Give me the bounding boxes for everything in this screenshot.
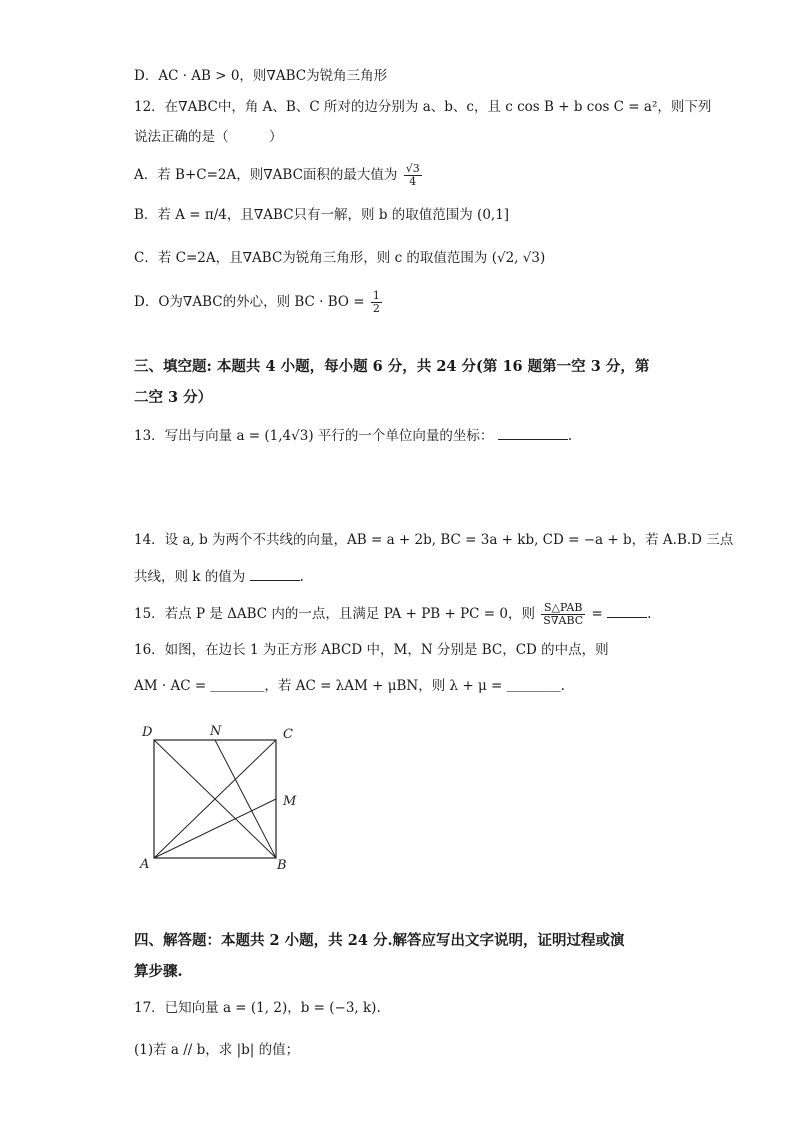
bo-fraction-den: 2 bbox=[372, 302, 380, 315]
square-figure bbox=[136, 720, 306, 870]
bo-fraction bbox=[371, 290, 382, 315]
q16-cont: AM · AC = ＿＿＿＿，若 AC = λAM + μBN，则 λ + μ = ＿＿＿＿. bbox=[134, 678, 565, 694]
q12-stem: 12．在∇ABC中，角 A、B、C 所对的边分别为 a、b、c，且 c cos B + b cos C = a²，则下列 bbox=[134, 99, 712, 115]
ratio-fraction bbox=[541, 602, 585, 627]
label-d: D bbox=[142, 725, 153, 740]
q17: 17．已知向量 a = (1, 2)，b = (−3, k). bbox=[134, 1000, 381, 1016]
label-a: A bbox=[140, 857, 150, 870]
q12-option-c: C．若 C=2A，且∇ABC为锐角三角形，则 c 的取值范围为 (√2, √3) bbox=[134, 250, 546, 266]
segment-am bbox=[154, 799, 276, 858]
q11-option-d: D．AC · AB > 0，则∇ABC为锐角三角形 bbox=[134, 68, 388, 84]
q15-answer-blank bbox=[607, 603, 647, 618]
q14-cont-text: 共线，则 k 的值为 bbox=[134, 569, 246, 585]
section-4-heading: 四、解答题：本题共 2 小题，共 24 分.解答应写出文字说明，证明过程或演 bbox=[134, 932, 625, 949]
q12-option-b: B．若 A = π/4，且∇ABC只有一解，则 b 的取值范围为 (0,1] bbox=[134, 207, 510, 223]
area-fraction-num: √3 bbox=[405, 162, 420, 175]
q12-option-a bbox=[134, 163, 674, 188]
q12-stem-cont: 说法正确的是（ ） bbox=[134, 129, 283, 145]
q13-answer-blank bbox=[498, 425, 568, 440]
label-n: N bbox=[210, 724, 222, 739]
q14-answer-blank bbox=[250, 566, 300, 581]
q13: 13．写出与向量 a = (1,4√3) 平行的一个单位向量的坐标： . bbox=[134, 425, 674, 446]
q14: 14．设 a, b 为两个不共线的向量，AB = a + 2b, BC = 3a + kb, CD = −a + b，若 A.B.D 三点 bbox=[134, 532, 734, 548]
bo-fraction-num: 1 bbox=[372, 289, 380, 302]
ratio-fraction-num: S△PAB bbox=[541, 602, 585, 615]
section-4-heading-cont: 算步骤. bbox=[134, 963, 183, 980]
section-3-heading: 三、填空题: 本题共 4 小题，每小题 6 分，共 24 分(第 16 题第一空 3 分，第 bbox=[134, 358, 650, 375]
q15: 15．若点 P 是 ΔABC 内的一点，且满足 PA + PB + PC = 0，则 $\frac{\text{S△PAB}}{\text{S∇ABC}}$ = . bbox=[134, 601, 652, 627]
ratio-fraction-den: S∇ABC bbox=[543, 614, 584, 627]
label-b: B bbox=[277, 858, 287, 870]
section-3-heading-cont: 二空 3 分） bbox=[134, 389, 213, 406]
label-c: C bbox=[283, 727, 293, 742]
area-fraction-den: 4 bbox=[409, 175, 417, 188]
q12-option-d-text: D．O为∇ABC的外心，则 BC · BO = bbox=[134, 294, 365, 310]
area-fraction bbox=[404, 163, 422, 188]
q17-part1: (1)若 a // b，求 |b| 的值； bbox=[134, 1042, 300, 1058]
q14-cont: 共线，则 k 的值为 . bbox=[134, 566, 674, 587]
q13-text: 13．写出与向量 a = (1,4√3) 平行的一个单位向量的坐标： bbox=[134, 428, 494, 444]
label-m: M bbox=[283, 794, 297, 809]
q15-text: 15．若点 P 是 ΔABC 内的一点，且满足 PA + PB + PC = 0，则 bbox=[134, 606, 535, 622]
q16: 16．如图，在边长 1 为正方形 ABCD 中，M，N 分别是 BC，CD 的中点，则 bbox=[134, 642, 609, 658]
segment-bn bbox=[215, 740, 276, 858]
q12-option-a-text: A．若 B+C=2A，则∇ABC面积的最大值为 bbox=[134, 167, 398, 183]
q12-option-d bbox=[134, 290, 674, 315]
